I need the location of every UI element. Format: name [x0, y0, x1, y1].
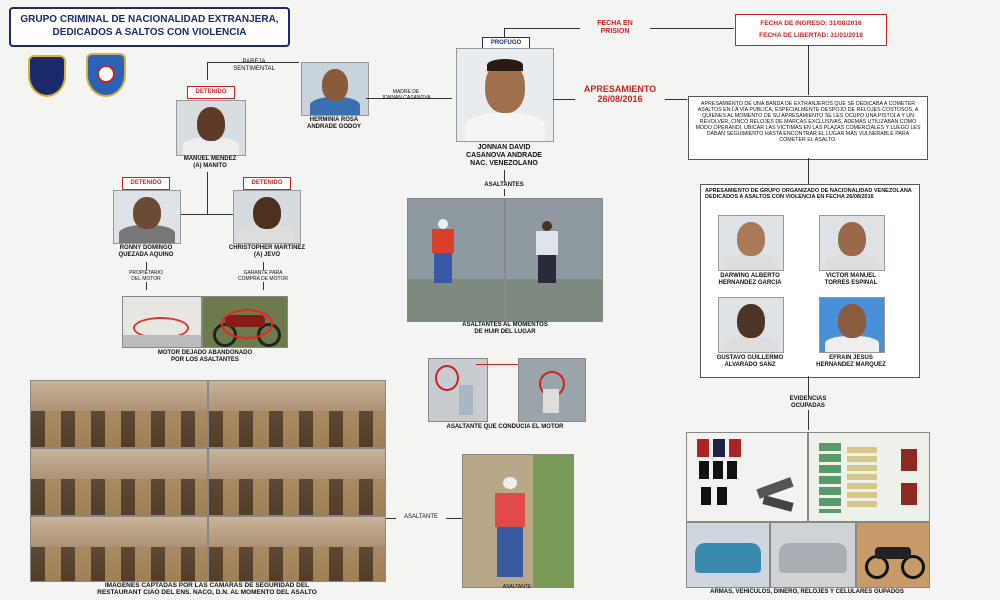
flee-caption: ASALTANTES AL MOMENTOS DE HUIR DEL LUGAR [462, 322, 548, 335]
evidence-photo-phones [686, 432, 808, 522]
member-photo-3 [718, 297, 784, 353]
partner-label: PAREJA SENTIMENTAL [233, 59, 275, 73]
description-box [688, 96, 928, 160]
fugitive-tag: PROFUGO [482, 37, 530, 50]
evidence-photo-motorbike [856, 522, 930, 588]
evidence-photo-car-blue [686, 522, 770, 588]
member-name-2: VICTOR MANUEL TORRES ESPINAL [824, 273, 878, 286]
arrest-label: APRESAMIENTO 26/08/2016 [575, 84, 665, 105]
detained-tag-ronny: DETENIDO [122, 177, 170, 190]
manuel-name: MANUEL MENDEZ (A) MANITO [183, 156, 237, 169]
mother-name: HERMINIA ROSA ANDRADE GODOY [306, 117, 361, 130]
group-title: APRESAMIENTO DE GRUPO ORGANIZADO DE NACIONALIDAD VENEZOLANA DEDICADOS A ASALTOS CON VIOLENCIA EN FECHA 26/08/2016 [705, 188, 912, 201]
entry-date: FECHA DE INGRESO: 31/08/2016 [760, 20, 862, 27]
cctv-caption: IMAGENES CAPTADAS POR LAS CAMARAS DE SEGURIDAD DEL RESTAURANT CIAO DEL ENS. NACO, D.N. AL MOMENTO DEL ASALTO [97, 582, 317, 597]
assailant-sub: ASALTANTE [502, 584, 532, 590]
driver-caption: ASALTANTE QUE CONDUCIA EL MOTOR [446, 424, 564, 430]
assailant-photo [462, 454, 574, 588]
detained-tag-manuel: DETENIDO [187, 86, 235, 99]
fleeing-photo-1 [407, 198, 505, 322]
mother-relation-label: MADRE DE JONNAN CASANOVA [381, 89, 431, 101]
evidence-caption: ARMAS, VEHICULOS, DINERO, RELOJES Y CELULARES OUPADOS [710, 589, 904, 595]
prison-dates-box [735, 14, 887, 46]
member-photo-1 [718, 215, 784, 271]
driver-photo-2 [518, 358, 586, 422]
title-box [9, 7, 290, 47]
cctv-frame-1 [30, 380, 208, 448]
member-name-4: EFRAIN JESUS HERNANDEZ MARQUEZ [816, 355, 886, 368]
release-date: FECHA DE LIBERTAD: 31/01/2018 [759, 32, 863, 39]
description-text: APRESAMIENTO DE UNA BANDA DE EXTRANJEROS QUE SE DEDICABA A COMETER ASALTOS EN LA VÍA PUBLICA, ESPECIALMENTE DESPOJO DE RELOJES COSTOSOS, A QUIENES AL MOMENTO DE SU APRESAMIENTO SE LES OCUPO UNA PISTOLA Y UN REVOLVER, CINCO RELOJES DE MARCAS EXCLUSIVAS, ADEMÁS UTILIZABAN COMO MODO OPERANDI, UBICAR LAS VICTIMAS EN LAS PLAZAS COMERCIALES Y LUEGO LES DABAN SEGUIMIENTO HASTA ENCONTRAR EL LUGAR MÁS VULNERABLE PARA COMETER EL ASALTO. [695, 101, 921, 144]
police-shield-icon [28, 55, 66, 97]
ronny-photo [113, 190, 181, 244]
cctv-frame-5 [30, 516, 208, 582]
abandoned-motor-photo-1 [122, 296, 202, 348]
christopher-photo [233, 190, 301, 244]
group-box [700, 184, 920, 378]
cctv-frame-3 [30, 448, 208, 516]
member-photo-4 [819, 297, 885, 353]
fugitive-name: JONNAN DAVID CASANOVA ANDRADE NAC. VENEZOLANO [466, 144, 542, 168]
cctv-frame-6 [208, 516, 386, 582]
member-photo-2 [819, 215, 885, 271]
prison-label: FECHA EN PRISION [580, 20, 650, 36]
ronny-name: RONNY DOMINGO QUEZADA AQUINO [118, 245, 174, 258]
motor-caption: MOTOR DEJADO ABANDONADO POR LOS ASALTANTES [157, 350, 253, 363]
mother-photo [301, 62, 369, 116]
title-line-2: DEDICADOS A SALTOS CON VIOLENCIA [52, 27, 247, 38]
fugitive-photo [456, 48, 554, 142]
fleeing-photo-2 [505, 198, 603, 322]
driver-photo-1 [428, 358, 488, 422]
christopher-name: CHRISTOPHER MARTINEZ (A) JEVO [228, 245, 306, 258]
cctv-frame-2 [208, 380, 386, 448]
member-name-3: GUSTAVO GUILLERMO ALVARADO SANZ [716, 355, 784, 368]
dicrim-shield-icon [86, 53, 126, 97]
assailant-label: ASALTANTE [396, 514, 446, 521]
abandoned-motor-photo-2 [202, 296, 288, 348]
cctv-frame-4 [208, 448, 386, 516]
guarantee-label: GARANTE PARA COMPRA DE MOTOR [228, 270, 298, 282]
title-line-1: GRUPO CRIMINAL DE NACIONALIDAD EXTRANJERA, [20, 14, 279, 25]
manuel-photo [176, 100, 246, 156]
evidence-photo-money [808, 432, 930, 522]
owner-label: PROPIETARIO DEL MOTOR [116, 270, 176, 282]
detained-tag-christopher: DETENIDO [243, 177, 291, 190]
evidence-label: EVIDENCIAS OCUPADAS [778, 396, 838, 410]
evidence-photo-car-gray [770, 522, 856, 588]
member-name-1: DARWING ALBERTO HERNANDEZ GARCIA [718, 273, 782, 286]
assailants-label: ASALTANTES [474, 182, 534, 189]
